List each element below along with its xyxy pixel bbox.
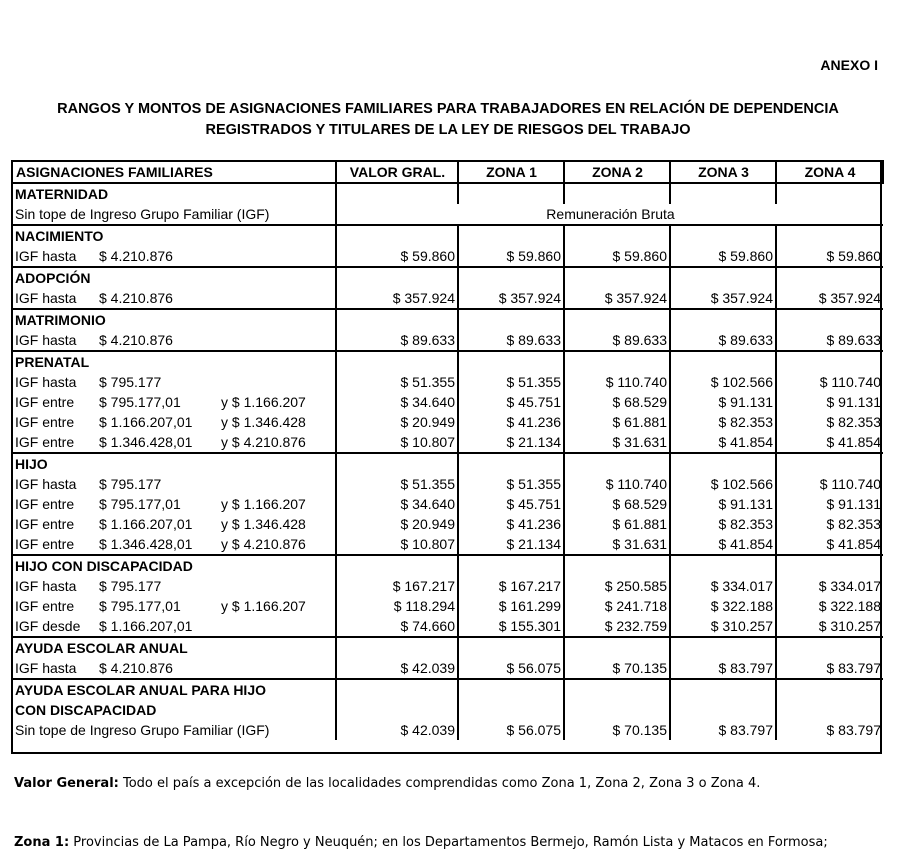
amount-cell: $ 334.017 [776,576,883,596]
amount-cell: $ 322.188 [776,596,883,616]
empty-cell [776,453,883,474]
amount-cell: $ 91.131 [670,494,776,514]
amount-cell: $ 83.797 [670,720,776,740]
range-from: $ 795.177 [99,578,162,594]
section-title: NACIMIENTO [12,225,336,246]
section-title: ADOPCIÓN [12,267,336,288]
empty-cell [564,453,670,474]
range-kind: IGF hasta [15,660,77,676]
table-row [12,330,883,351]
amount-cell: $ 357.924 [670,288,776,309]
annex-label: ANEXO I [820,57,878,73]
empty-cell [458,225,564,246]
amount-cell: $ 83.797 [670,658,776,679]
range-from: $ 795.177,01 [99,394,181,410]
table-row [12,412,883,432]
amount-cell: $ 89.633 [336,330,458,351]
empty-cell [336,555,458,576]
range-kind: IGF hasta [15,578,77,594]
amount-cell: $ 110.740 [776,372,883,392]
range-kind: IGF entre [15,414,75,430]
amount-cell: $ 357.924 [458,288,564,309]
amount-cell: $ 10.807 [336,432,458,453]
table-row [12,474,883,494]
range-to: y $ 4.210.876 [221,434,306,450]
amount-cell: $ 41.854 [670,534,776,555]
amount-cell: $ 83.797 [776,658,883,679]
amount-cell: $ 82.353 [776,412,883,432]
section-title: HIJO [12,453,336,474]
column-header: ASIGNACIONES FAMILIARES [12,161,336,183]
column-header: ZONA 1 [458,161,564,183]
range-from: $ 4.210.876 [99,248,173,264]
empty-cell [564,267,670,288]
amount-cell: $ 89.633 [776,330,883,351]
note-valor-general [14,776,760,791]
range-kind: IGF entre [15,394,75,410]
empty-cell [564,309,670,330]
table-row [12,494,883,514]
amount-cell: $ 41.854 [776,432,883,453]
amount-cell: $ 45.751 [458,494,564,514]
section-title: MATRIMONIO [12,309,336,330]
range-kind: IGF hasta [15,332,77,348]
range-label [12,204,336,225]
range-kind: IGF entre [15,434,75,450]
range-label [12,432,336,453]
empty-cell [670,309,776,330]
range-label [12,372,336,392]
empty-cell [670,267,776,288]
amount-cell: $ 82.353 [670,412,776,432]
amount-cell: $ 42.039 [336,658,458,679]
amount-cell: $ 110.740 [564,372,670,392]
empty-cell [458,700,564,720]
range-to: y $ 1.346.428 [221,516,306,532]
amount-cell: $ 310.257 [776,616,883,637]
range-label [12,330,336,351]
empty-cell [776,679,883,700]
section-title: PRENATAL [12,351,336,372]
amount-cell: $ 41.236 [458,412,564,432]
empty-cell [776,309,883,330]
range-label [12,534,336,555]
empty-cell [776,351,883,372]
empty-cell [458,637,564,658]
range-label [12,474,336,494]
empty-cell [670,351,776,372]
empty-cell [776,183,883,204]
range-label [12,392,336,412]
range-label [12,596,336,616]
range-label [12,494,336,514]
amount-cell: $ 89.633 [564,330,670,351]
range-label [12,658,336,679]
remuneration-cell: Remuneración Bruta [336,204,883,225]
note-valor-general-label: Valor General: [14,776,119,791]
amount-cell: $ 59.860 [458,246,564,267]
table-header-row [12,161,883,183]
range-from: $ 4.210.876 [99,660,173,676]
range-kind: Sin tope de Ingreso Grupo Familiar (IGF) [15,722,270,738]
amount-cell: $ 250.585 [564,576,670,596]
range-kind: IGF entre [15,496,75,512]
range-from: $ 4.210.876 [99,332,173,348]
column-header: ZONA 2 [564,161,670,183]
amount-cell: $ 167.217 [458,576,564,596]
range-kind: IGF desde [15,618,81,634]
amount-cell: $ 118.294 [336,596,458,616]
section-title: MATERNIDAD [12,183,336,204]
section-title-row [12,453,883,474]
range-from: $ 1.346.428,01 [99,536,193,552]
section-title-row [12,183,883,204]
range-kind: IGF entre [15,516,75,532]
table-row [12,616,883,637]
range-from: $ 795.177,01 [99,598,181,614]
column-header: ZONA 3 [670,161,776,183]
table-row [12,246,883,267]
amount-cell: $ 91.131 [776,392,883,412]
amount-cell: $ 56.075 [458,720,564,740]
empty-cell [564,679,670,700]
empty-cell [564,555,670,576]
column-header: VALOR GRAL. [336,161,458,183]
amount-cell: $ 34.640 [336,392,458,412]
empty-cell [564,351,670,372]
amount-cell: $ 10.807 [336,534,458,555]
empty-cell [336,309,458,330]
allowances-table [11,160,884,740]
amount-cell: $ 59.860 [336,246,458,267]
amount-cell: $ 357.924 [336,288,458,309]
range-label [12,576,336,596]
range-from: $ 795.177,01 [99,496,181,512]
range-label [12,246,336,267]
range-from: $ 795.177 [99,476,162,492]
amount-cell: $ 322.188 [670,596,776,616]
empty-cell [564,225,670,246]
range-to: y $ 1.346.428 [221,414,306,430]
empty-cell [670,679,776,700]
range-from: $ 1.166.207,01 [99,516,193,532]
title-line-1: RANGOS Y MONTOS DE ASIGNACIONES FAMILIARES PARA TRABAJADORES EN RELACIÓN DE DEPENDENCIA [57,101,839,117]
range-to: y $ 1.166.207 [221,496,306,512]
range-from: $ 4.210.876 [99,290,173,306]
section-title-row [12,700,883,720]
section-title-row [12,679,883,700]
amount-cell: $ 51.355 [458,474,564,494]
amount-cell: $ 51.355 [458,372,564,392]
section-title: AYUDA ESCOLAR ANUAL PARA HIJO [12,679,336,700]
section-title: CON DISCAPACIDAD [15,702,157,718]
amount-cell: $ 70.135 [564,720,670,740]
amount-cell: $ 110.740 [564,474,670,494]
note-zona-1-label: Zona 1: [14,835,70,850]
empty-cell [670,700,776,720]
amount-cell: $ 310.257 [670,616,776,637]
amount-cell: $ 102.566 [670,372,776,392]
amount-cell: $ 20.949 [336,514,458,534]
empty-cell [458,555,564,576]
amount-cell: $ 82.353 [670,514,776,534]
section-title-row [12,637,883,658]
amount-cell: $ 51.355 [336,372,458,392]
section-title: AYUDA ESCOLAR ANUAL [12,637,336,658]
empty-cell [336,453,458,474]
empty-cell [458,267,564,288]
amount-cell: $ 161.299 [458,596,564,616]
table-row [12,534,883,555]
document-title [0,99,896,141]
amount-cell: $ 59.860 [564,246,670,267]
amount-cell: $ 68.529 [564,392,670,412]
range-label [12,616,336,637]
amount-cell: $ 155.301 [458,616,564,637]
amount-cell: $ 89.633 [458,330,564,351]
range-kind: IGF entre [15,598,75,614]
empty-cell [336,700,458,720]
amount-cell: $ 56.075 [458,658,564,679]
amount-cell: $ 51.355 [336,474,458,494]
empty-cell [458,309,564,330]
empty-cell [670,637,776,658]
amount-cell: $ 357.924 [564,288,670,309]
amount-cell: $ 59.860 [670,246,776,267]
empty-cell [670,555,776,576]
table-row [12,514,883,534]
note-zona-1-text: Provincias de La Pampa, Río Negro y Neuquén; en los Departamentos Bermejo, Ramón Lista y Matacos en Formosa; [69,835,828,850]
amount-cell: $ 31.631 [564,534,670,555]
section-title-row [12,351,883,372]
amount-cell: $ 167.217 [336,576,458,596]
range-label [12,288,336,309]
empty-cell [776,267,883,288]
range-kind: IGF hasta [15,476,77,492]
amount-cell: $ 91.131 [776,494,883,514]
empty-cell [336,183,458,204]
empty-cell [336,679,458,700]
amount-cell: $ 89.633 [670,330,776,351]
amount-cell: $ 20.949 [336,412,458,432]
empty-cell [458,453,564,474]
table-row [12,372,883,392]
amount-cell: $ 82.353 [776,514,883,534]
amount-cell: $ 357.924 [776,288,883,309]
section-title: HIJO CON DISCAPACIDAD [12,555,336,576]
amount-cell: $ 31.631 [564,432,670,453]
empty-cell [336,267,458,288]
title-line-2: REGISTRADOS Y TITULARES DE LA LEY DE RIESGOS DEL TRABAJO [205,122,691,138]
range-kind: IGF entre [15,536,75,552]
column-header: ZONA 4 [776,161,883,183]
table-row [12,204,883,225]
amount-cell: $ 68.529 [564,494,670,514]
amount-cell: $ 21.134 [458,432,564,453]
table-row [12,288,883,309]
section-title-row [12,225,883,246]
range-from: $ 1.346.428,01 [99,434,193,450]
amount-cell: $ 61.881 [564,514,670,534]
amount-cell: $ 61.881 [564,412,670,432]
section-title-row [12,267,883,288]
amount-cell: $ 21.134 [458,534,564,555]
empty-cell [776,555,883,576]
range-from: $ 1.166.207,01 [99,618,193,634]
empty-cell [564,183,670,204]
range-to: y $ 4.210.876 [221,536,306,552]
amount-cell: $ 241.718 [564,596,670,616]
amount-cell: $ 41.854 [776,534,883,555]
amount-cell: $ 110.740 [776,474,883,494]
empty-cell [670,183,776,204]
empty-cell [670,453,776,474]
table-row [12,596,883,616]
empty-cell [336,225,458,246]
table-row [12,658,883,679]
amount-cell: $ 45.751 [458,392,564,412]
table-row [12,432,883,453]
empty-cell [776,700,883,720]
range-label [12,412,336,432]
amount-cell: $ 83.797 [776,720,883,740]
empty-cell [776,225,883,246]
amount-cell: $ 232.759 [564,616,670,637]
range-kind: Sin tope de Ingreso Grupo Familiar (IGF) [15,206,270,222]
range-label [12,514,336,534]
table-row [12,576,883,596]
empty-cell [776,637,883,658]
empty-cell [458,679,564,700]
section-title-row [12,309,883,330]
amount-cell: $ 34.640 [336,494,458,514]
empty-cell [458,183,564,204]
amount-cell: $ 70.135 [564,658,670,679]
amount-cell: $ 91.131 [670,392,776,412]
empty-cell [336,637,458,658]
empty-cell [336,351,458,372]
range-from: $ 795.177 [99,374,162,390]
empty-cell [564,700,670,720]
note-valor-general-text: Todo el país a excepción de las localidades comprendidas como Zona 1, Zona 2, Zona 3 o Zona 4. [118,776,761,791]
empty-cell [458,351,564,372]
range-to: y $ 1.166.207 [221,598,306,614]
range-from: $ 1.166.207,01 [99,414,193,430]
section-title-row [12,555,883,576]
amount-cell: $ 42.039 [336,720,458,740]
range-kind: IGF hasta [15,290,77,306]
amount-cell: $ 41.236 [458,514,564,534]
range-kind: IGF hasta [15,374,77,390]
amount-cell: $ 41.854 [670,432,776,453]
empty-cell [564,637,670,658]
amount-cell: $ 59.860 [776,246,883,267]
empty-cell [670,225,776,246]
amount-cell: $ 74.660 [336,616,458,637]
range-label [12,720,336,740]
range-kind: IGF hasta [15,248,77,264]
table-row [12,392,883,412]
amount-cell: $ 102.566 [670,474,776,494]
range-to: y $ 1.166.207 [221,394,306,410]
amount-cell: $ 334.017 [670,576,776,596]
table-row [12,720,883,740]
